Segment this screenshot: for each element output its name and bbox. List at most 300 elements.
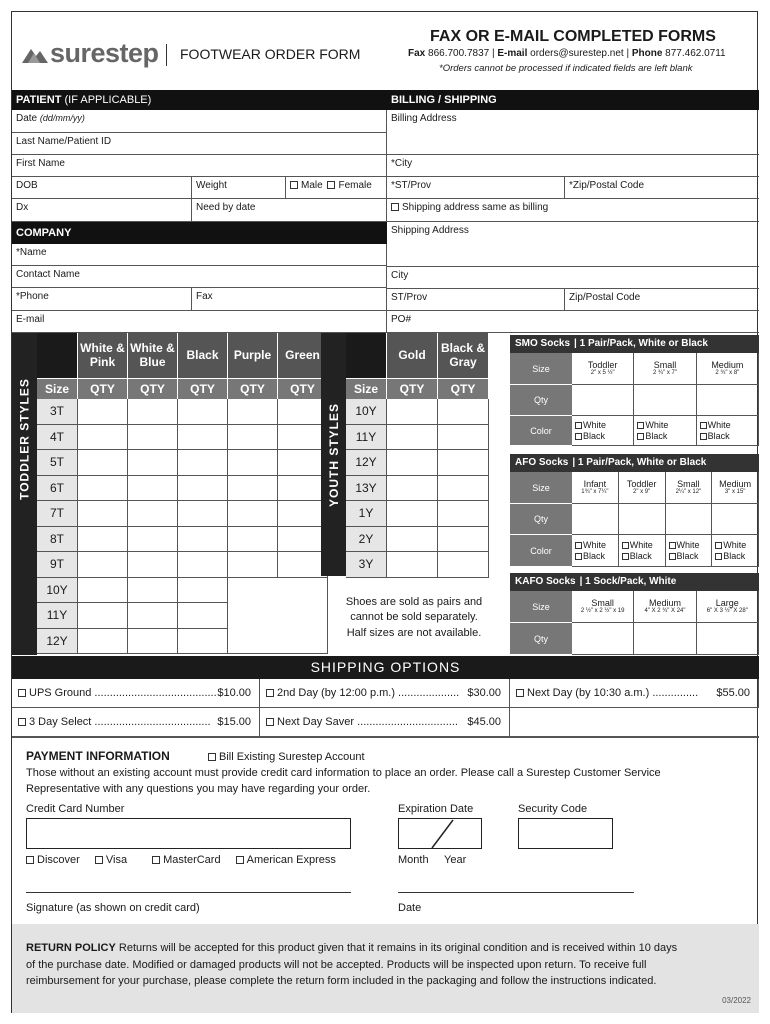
kafo-qty-cell[interactable]	[572, 623, 634, 655]
afo-qty-label: Qty	[510, 504, 572, 535]
afo-size-label: Size	[510, 472, 572, 504]
youth-qty-cell[interactable]	[438, 450, 489, 476]
same-as-billing-field	[387, 199, 759, 222]
last-name-field[interactable]	[12, 133, 387, 155]
kafo-size-cell	[572, 591, 634, 623]
afo-white-label: White	[583, 539, 607, 550]
afo-qty-cell[interactable]	[666, 504, 713, 535]
footer-code: 03/2022	[722, 996, 751, 1005]
form-title: FOOTWEAR ORDER FORM	[180, 46, 361, 62]
toddler-size-cell: 10Y	[37, 578, 78, 604]
afo-white-option[interactable]	[715, 540, 746, 551]
next-day-checkbox[interactable]	[516, 689, 524, 697]
toddler-qty-cell[interactable]	[128, 450, 178, 476]
toddler-size-cell: 5T	[37, 450, 78, 476]
amex-checkbox[interactable]	[236, 856, 244, 864]
ups-ground-label: UPS Ground ........................................	[29, 687, 217, 699]
toddler-qty-cell[interactable]	[178, 450, 228, 476]
smo-black-checkbox[interactable]	[637, 433, 644, 440]
smo-white-label: White	[707, 419, 731, 430]
billing-address-field[interactable]	[387, 110, 759, 155]
second-day-checkbox[interactable]	[266, 689, 274, 697]
afo-white-checkbox[interactable]	[669, 542, 676, 549]
cc-number-label: Credit Card Number	[26, 803, 125, 815]
three-day-select-label: 3 Day Select ......................................	[29, 716, 211, 728]
toddler-qty-cell[interactable]	[128, 425, 178, 451]
patient-header	[12, 90, 387, 110]
smo-white-option[interactable]	[637, 420, 668, 431]
toddler-qty-cell[interactable]	[128, 552, 178, 578]
youth-color-header: Gold	[387, 333, 438, 378]
toddler-qty-cell[interactable]	[78, 501, 128, 527]
afo-white-checkbox[interactable]	[575, 542, 582, 549]
kafo-size-cell	[634, 591, 696, 623]
bill-existing-checkbox[interactable]	[208, 753, 216, 761]
billing-header: BILLING / SHIPPING	[387, 90, 759, 110]
second-day-label: 2nd Day (by 12:00 p.m.) ....................	[277, 687, 460, 699]
return-policy-line-3: reimbursement for your purchase, please complete the return form included in the packaging and follow the instructions indicated.	[26, 975, 657, 987]
toddler-qty-cell[interactable]	[228, 476, 278, 502]
afo-size-name: Toddler	[626, 478, 657, 489]
afo-white-checkbox[interactable]	[715, 542, 722, 549]
toddler-qty-cell[interactable]	[178, 425, 228, 451]
smo-white-checkbox[interactable]	[700, 422, 707, 429]
male-label: Male	[301, 180, 323, 191]
smo-size-dim: 2 ¾" x 7"	[653, 370, 677, 377]
toddler-qty-cell[interactable]	[178, 578, 228, 604]
afo-white-option[interactable]	[622, 540, 653, 551]
afo-white-checkbox[interactable]	[622, 542, 629, 549]
shipping-empty-cell	[510, 708, 759, 737]
weight-label: Weight	[196, 180, 227, 191]
toddler-qty-cell[interactable]	[78, 578, 128, 604]
email-address: orders@surestep.net	[530, 48, 624, 59]
toddler-size-cell: 8T	[37, 527, 78, 553]
smo-qty-cell[interactable]	[634, 385, 696, 416]
company-header: COMPANY	[12, 222, 387, 244]
mastercard-label: MasterCard	[163, 854, 221, 866]
smo-black-label: Black	[583, 430, 606, 441]
toddler-qty-cell[interactable]	[78, 450, 128, 476]
bill-existing-option	[208, 751, 365, 763]
shipping-st-label: ST/Prov	[391, 292, 428, 303]
afo-black-label: Black	[629, 550, 652, 561]
fax-label: Fax	[408, 48, 426, 59]
kafo-size-dim: 2 ½" x 2 ½" x 19	[580, 608, 625, 615]
first-name-field[interactable]	[12, 155, 387, 177]
signature-label: Signature (as shown on credit card)	[26, 902, 200, 914]
youth-qty-cell[interactable]	[387, 425, 438, 451]
female-checkbox[interactable]	[327, 181, 335, 189]
second-day-option[interactable]	[260, 679, 510, 708]
same-as-billing-label: Shipping address same as billing	[402, 202, 549, 213]
billing-st-field[interactable]	[387, 177, 565, 199]
afo-white-label: White	[723, 539, 747, 550]
toddler-qty-header: QTY	[178, 378, 228, 399]
afo-size-cell	[619, 472, 666, 504]
company-phone-field[interactable]	[12, 288, 192, 311]
gender-field	[286, 177, 387, 199]
patient-header-label: PATIENT	[16, 94, 62, 106]
toddler-qty-cell[interactable]	[178, 476, 228, 502]
next-day-saver-checkbox[interactable]	[266, 718, 274, 726]
dob-field[interactable]	[12, 177, 192, 199]
toddler-qty-cell[interactable]	[128, 629, 178, 655]
fax-title: FAX OR E-MAIL COMPLETED FORMS	[430, 28, 716, 45]
phone-number: 877.462.0711	[665, 48, 726, 59]
contact-name-field[interactable]	[12, 266, 387, 288]
company-name-label: *Name	[16, 247, 47, 258]
pairs-note	[330, 595, 498, 641]
next-day-option[interactable]	[510, 679, 759, 708]
afo-size-dim: 2¼" x 12"	[675, 489, 702, 496]
toddler-qty-cell[interactable]	[228, 552, 278, 578]
shipping-zip-label: Zip/Postal Code	[569, 292, 641, 303]
next-day-saver-label: Next Day Saver .................................	[277, 716, 458, 728]
smo-white-option[interactable]	[700, 420, 731, 431]
po-label: PO#	[391, 314, 412, 325]
youth-qty-cell[interactable]	[387, 552, 438, 578]
toddler-qty-cell[interactable]	[178, 629, 228, 655]
toddler-qty-cell[interactable]	[178, 527, 228, 553]
billing-zip-field[interactable]	[565, 177, 759, 199]
smo-qty-label: Qty	[510, 385, 572, 416]
toddler-color-header: Green	[278, 333, 328, 378]
afo-title: AFO Socks	[515, 457, 569, 468]
toddler-qty-cell[interactable]	[228, 527, 278, 553]
kafo-size-dim: 6" X 3 ½" X 28"	[706, 608, 748, 615]
shipping-options-header: SHIPPING OPTIONS	[12, 656, 759, 679]
toddler-color-header: Black	[178, 333, 228, 378]
shipping-city-field[interactable]	[387, 267, 759, 289]
youth-qty-cell[interactable]	[438, 425, 489, 451]
discover-checkbox[interactable]	[26, 856, 34, 864]
company-email-label: E-mail	[16, 314, 45, 325]
payment-note-1: Those without an existing account must provide credit card information to place an order. Please call a Surestep Customer Service	[26, 767, 661, 779]
pairs-note-line-2: cannot be sold separately.	[350, 611, 478, 624]
kafo-size-name: Large	[715, 597, 739, 608]
three-day-select-option[interactable]	[12, 708, 260, 737]
three-day-select-checkbox[interactable]	[18, 718, 26, 726]
smo-black-checkbox[interactable]	[575, 433, 582, 440]
smo-black-label: Black	[645, 430, 668, 441]
date-field[interactable]	[12, 110, 387, 133]
need-by-label: Need by date	[196, 202, 256, 213]
afo-black-option[interactable]	[715, 551, 745, 562]
phone-label: Phone	[631, 48, 663, 59]
afo-size-cell	[572, 472, 619, 504]
shipping-st-field[interactable]	[387, 289, 565, 311]
smo-black-label: Black	[707, 430, 730, 441]
date-line[interactable]	[398, 892, 634, 893]
kafo-size-name: Small	[591, 597, 614, 608]
youth-size-cell: 11Y	[346, 425, 387, 451]
security-code-label: Security Code	[518, 803, 588, 815]
po-field[interactable]	[387, 311, 759, 333]
afo-black-option[interactable]	[575, 551, 605, 562]
toddler-qty-cell[interactable]	[178, 552, 228, 578]
male-checkbox[interactable]	[290, 181, 298, 189]
toddler-qty-cell[interactable]	[78, 399, 128, 425]
youth-qty-cell[interactable]	[387, 501, 438, 527]
afo-black-label: Black	[583, 550, 606, 561]
toddler-size-cell: 12Y	[37, 629, 78, 655]
afo-black-option[interactable]	[669, 551, 699, 562]
toddler-color-header: White & Pink	[78, 333, 128, 378]
afo-black-option[interactable]	[622, 551, 652, 562]
toddler-color-header: White & Blue	[128, 333, 178, 378]
toddler-size-cell: 7T	[37, 501, 78, 527]
kafo-title: KAFO Socks	[515, 576, 576, 587]
pairs-note-line-1: Shoes are sold as pairs and	[345, 596, 483, 608]
visa-label: Visa	[105, 854, 128, 866]
youth-qty-cell[interactable]	[438, 476, 489, 502]
toddler-size-cell: 3T	[37, 399, 78, 425]
cc-number-input[interactable]	[26, 818, 351, 849]
youth-qty-cell[interactable]	[438, 501, 489, 527]
ups-ground-option[interactable]	[12, 679, 260, 708]
youth-qty-header: QTY	[387, 378, 438, 399]
toddler-qty-cell[interactable]	[228, 399, 278, 425]
toddler-qty-cell[interactable]	[128, 501, 178, 527]
kafo-detail: | 1 Sock/Pack, White	[579, 576, 677, 587]
toddler-qty-cell[interactable]	[78, 527, 128, 553]
toddler-color-header: Purple	[228, 333, 278, 378]
contact-line: Fax 866.700.7837 | E-mail orders@surestep.net | Phone 877.462.0711	[408, 48, 726, 59]
female-label: Female	[338, 180, 372, 191]
toddler-empty-area	[228, 578, 328, 655]
youth-qty-cell[interactable]	[438, 399, 489, 425]
youth-size-cell: 1Y	[346, 501, 387, 527]
toddler-qty-header: QTY	[228, 378, 278, 399]
shipping-address-field[interactable]	[387, 222, 759, 267]
billing-city-label: *City	[391, 158, 413, 169]
dob-label: DOB	[16, 180, 38, 191]
smo-size-cell	[634, 353, 696, 385]
afo-size-name: Small	[677, 478, 700, 489]
kafo-qty-cell[interactable]	[634, 623, 696, 655]
toddler-size-header: Size	[37, 378, 78, 399]
toddler-qty-header: QTY	[278, 378, 328, 399]
smo-white-label: White	[583, 419, 607, 430]
afo-white-option[interactable]	[575, 540, 606, 551]
mastercard-checkbox[interactable]	[152, 856, 160, 864]
afo-color-cell	[712, 535, 759, 567]
smo-size-label: Size	[510, 353, 572, 385]
smo-black-option[interactable]	[575, 431, 605, 442]
afo-black-checkbox[interactable]	[622, 553, 629, 560]
visa-checkbox[interactable]	[95, 856, 103, 864]
youth-size-cell: 10Y	[346, 399, 387, 425]
kafo-size-name: Medium	[648, 597, 681, 608]
first-name-label: First Name	[16, 158, 65, 169]
youth-qty-cell[interactable]	[438, 552, 489, 578]
youth-qty-header: QTY	[438, 378, 489, 399]
youth-qty-cell[interactable]	[387, 399, 438, 425]
next-day-saver-price: $45.00	[467, 716, 501, 728]
afo-socks-header	[510, 454, 759, 472]
shipping-zip-field[interactable]	[565, 289, 759, 311]
second-day-price: $30.00	[467, 687, 501, 699]
toddler-qty-cell[interactable]	[78, 603, 128, 629]
afo-size-name: Infant	[583, 478, 607, 489]
shipping-address-label: Shipping Address	[391, 225, 469, 236]
month-label: Month	[398, 854, 429, 866]
security-code-input[interactable]	[518, 818, 613, 849]
toddler-qty-cell[interactable]	[228, 425, 278, 451]
company-phone-label: *Phone	[16, 291, 49, 302]
last-name-label: Last Name/Patient ID	[16, 136, 112, 147]
smo-black-option[interactable]	[637, 431, 667, 442]
youth-qty-cell[interactable]	[438, 527, 489, 553]
smo-qty-cell[interactable]	[697, 385, 759, 416]
company-fax-field[interactable]	[192, 288, 387, 311]
header-divider	[166, 44, 167, 66]
afo-black-checkbox[interactable]	[715, 553, 722, 560]
billing-address-label: Billing Address	[391, 113, 457, 124]
date-format: (dd/mm/yy)	[39, 113, 85, 123]
smo-size-cell	[572, 353, 634, 385]
required-note: *Orders cannot be processed if indicated fields are left blank	[439, 63, 693, 74]
smo-size-name: Toddler	[587, 359, 618, 370]
smo-size-name: Small	[653, 359, 677, 370]
toddler-qty-cell[interactable]	[78, 629, 128, 655]
youth-size-cell: 13Y	[346, 476, 387, 502]
expiration-slash-icon	[398, 818, 482, 849]
toddler-size-cell: 4T	[37, 425, 78, 451]
card-type-options	[26, 854, 336, 866]
afo-size-cell	[712, 472, 759, 504]
return-policy-line-1: Returns will be accepted for this product given that it remains in its original condition and is received within 10 days	[115, 942, 678, 954]
afo-qty-cell[interactable]	[619, 504, 666, 535]
afo-black-checkbox[interactable]	[669, 553, 676, 560]
youth-qty-cell[interactable]	[387, 527, 438, 553]
contact-name-label: Contact Name	[16, 269, 80, 280]
next-day-label: Next Day (by 10:30 a.m.) ...............	[527, 687, 699, 699]
expiration-input[interactable]	[398, 818, 482, 849]
smo-color-label: Color	[510, 416, 572, 446]
afo-color-label: Color	[510, 535, 572, 567]
youth-size-cell: 3Y	[346, 552, 387, 578]
billing-city-field[interactable]	[387, 155, 759, 177]
toddler-qty-cell[interactable]	[178, 501, 228, 527]
youth-color-header: Black & Gray	[438, 333, 489, 378]
return-policy-line-2: of the purchase date. Modified or damaged products will not be accepted. Products will be inspected upon return. To receive full	[26, 958, 647, 971]
afo-white-label: White	[629, 539, 653, 550]
date-label: Date	[16, 113, 38, 124]
smo-size-cell	[697, 353, 759, 385]
payment-header: PAYMENT INFORMATION	[26, 749, 170, 763]
youth-size-cell: 2Y	[346, 527, 387, 553]
smo-white-label: White	[645, 419, 669, 430]
toddler-qty-cell[interactable]	[78, 425, 128, 451]
year-label: Year	[444, 854, 467, 866]
need-by-field[interactable]	[192, 199, 387, 222]
toddler-qty-cell[interactable]	[228, 450, 278, 476]
toddler-qty-cell[interactable]	[128, 476, 178, 502]
signature-line[interactable]	[26, 892, 351, 893]
weight-field[interactable]	[192, 177, 286, 199]
smo-black-option[interactable]	[700, 431, 730, 442]
smo-white-option[interactable]	[575, 420, 606, 431]
toddler-qty-cell[interactable]	[178, 603, 228, 629]
afo-black-checkbox[interactable]	[575, 553, 582, 560]
afo-qty-cell[interactable]	[572, 504, 619, 535]
afo-white-option[interactable]	[669, 540, 700, 551]
youth-qty-cell[interactable]	[387, 450, 438, 476]
youth-qty-cell[interactable]	[387, 476, 438, 502]
toddler-size-cell: 9T	[37, 552, 78, 578]
fax-number: 866.700.7837	[428, 48, 490, 59]
same-as-billing-checkbox[interactable]	[391, 203, 399, 211]
afo-size-cell	[666, 472, 713, 504]
toddler-size-cell: 11Y	[37, 603, 78, 629]
next-day-saver-option[interactable]	[260, 708, 510, 737]
logo-mountain-icon	[22, 45, 48, 63]
smo-title: SMO Socks	[515, 338, 571, 349]
next-day-price: $55.00	[716, 687, 750, 699]
kafo-qty-cell[interactable]	[697, 623, 759, 655]
toddler-qty-cell[interactable]	[78, 552, 128, 578]
youth-corner	[346, 333, 387, 378]
dx-field[interactable]	[12, 199, 192, 222]
return-policy-text	[26, 940, 677, 990]
toddler-qty-cell[interactable]	[128, 603, 178, 629]
afo-qty-cell[interactable]	[712, 504, 759, 535]
logo-text: surestep	[50, 38, 159, 68]
toddler-qty-cell[interactable]	[178, 399, 228, 425]
three-day-select-price: $15.00	[217, 716, 251, 728]
youth-size-header: Size	[346, 378, 387, 399]
logo	[22, 38, 159, 69]
email-label: E-mail	[497, 48, 528, 59]
smo-white-checkbox[interactable]	[575, 422, 582, 429]
afo-detail: | 1 Pair/Pack, White or Black	[572, 457, 707, 468]
toddler-qty-cell[interactable]	[128, 578, 178, 604]
toddler-qty-cell[interactable]	[128, 527, 178, 553]
amex-label: American Express	[246, 854, 336, 866]
kafo-size-cell	[697, 591, 759, 623]
shipping-bottom-rule	[12, 737, 759, 738]
afo-color-cell	[666, 535, 713, 567]
patient-header-note: (IF APPLICABLE)	[64, 94, 152, 106]
toddler-qty-header: QTY	[78, 378, 128, 399]
company-name-field[interactable]	[12, 244, 387, 266]
pairs-note-line-3: Half sizes are not available.	[346, 626, 482, 639]
afo-size-dim: 3" x 15"	[724, 489, 746, 496]
discover-label: Discover	[37, 854, 80, 866]
smo-socks-header	[510, 335, 759, 353]
toddler-qty-cell[interactable]	[128, 399, 178, 425]
ups-ground-checkbox[interactable]	[18, 689, 26, 697]
billing-zip-label: *Zip/Postal Code	[569, 180, 645, 191]
company-email-field[interactable]	[12, 311, 387, 333]
smo-size-dim: 2 ¾" x 8"	[715, 370, 740, 377]
afo-size-dim: 2" x 9"	[632, 489, 651, 496]
smo-size-dim: 2" x 5 ½"	[590, 370, 615, 377]
afo-size-dim: 1¾" x 7¼"	[581, 489, 609, 496]
smo-color-cell	[697, 416, 759, 446]
company-fax-label: Fax	[196, 291, 213, 302]
toddler-qty-header: QTY	[128, 378, 178, 399]
toddler-qty-cell[interactable]	[78, 476, 128, 502]
smo-black-checkbox[interactable]	[700, 433, 707, 440]
toddler-qty-cell[interactable]	[228, 501, 278, 527]
dx-label: Dx	[16, 202, 29, 213]
smo-white-checkbox[interactable]	[637, 422, 644, 429]
afo-color-cell	[619, 535, 666, 567]
smo-qty-cell[interactable]	[572, 385, 634, 416]
